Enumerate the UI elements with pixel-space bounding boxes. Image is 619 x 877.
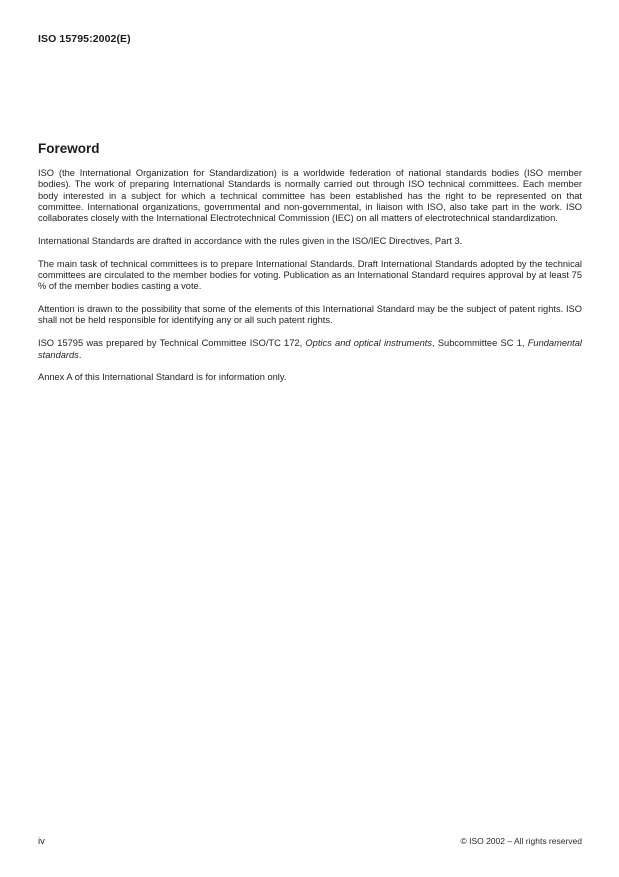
p5-text-3: . (78, 349, 82, 360)
foreword-heading: Foreword (38, 141, 100, 157)
page-number: iv (38, 836, 45, 847)
page-footer (38, 836, 582, 847)
foreword-paragraph-3: The main task of technical committees is to prepare International Standards. Draft International Standards adopted by the technical committees are circulated to the member bodies for voting. Publication as an International Standard requires approval by at least 75 % of the member bodies casting a vote. (38, 258, 582, 292)
p5-text-1: ISO 15795 was prepared by Technical Committee ISO/TC 172, (38, 338, 306, 349)
copyright-notice: © ISO 2002 – All rights reserved (460, 836, 582, 846)
foreword-paragraph-1: ISO (the International Organization for Standardization) is a worldwide federation of national standards bodies (ISO member bodies). The work of preparing International Standards is normally carried out through ISO technical committees. Each member body interested in a subject for which a technical committee has been established has the right to be represented on that committee. International organizations, governmental and non-governmental, in liaison with ISO, also take part in the work. ISO collaborates closely with the International Electrotechnical Commission (IEC) on all matters of electrotechnical standardization. (38, 168, 582, 224)
document-id-header: ISO 15795:2002(E) (38, 33, 131, 45)
p5-committee-name-italic: Optics and optical instruments (305, 338, 432, 349)
foreword-paragraph-5 (38, 338, 582, 361)
foreword-paragraph-4: Attention is drawn to the possibility that some of the elements of this International Standard may be the subject of patent rights. ISO shall not be held responsible for identifying any or all such patent rights. (38, 304, 582, 326)
p5-subcommittee-name-italic: Fundamental standards (38, 338, 582, 360)
foreword-paragraph-6: Annex A of this International Standard is for information only. (38, 372, 287, 383)
foreword-paragraph-2: International Standards are drafted in accordance with the rules given in the ISO/IEC Directives, Part 3. (38, 235, 463, 246)
foreword-body (38, 168, 582, 395)
p5-text-2: , Subcommittee SC 1, (432, 338, 528, 349)
